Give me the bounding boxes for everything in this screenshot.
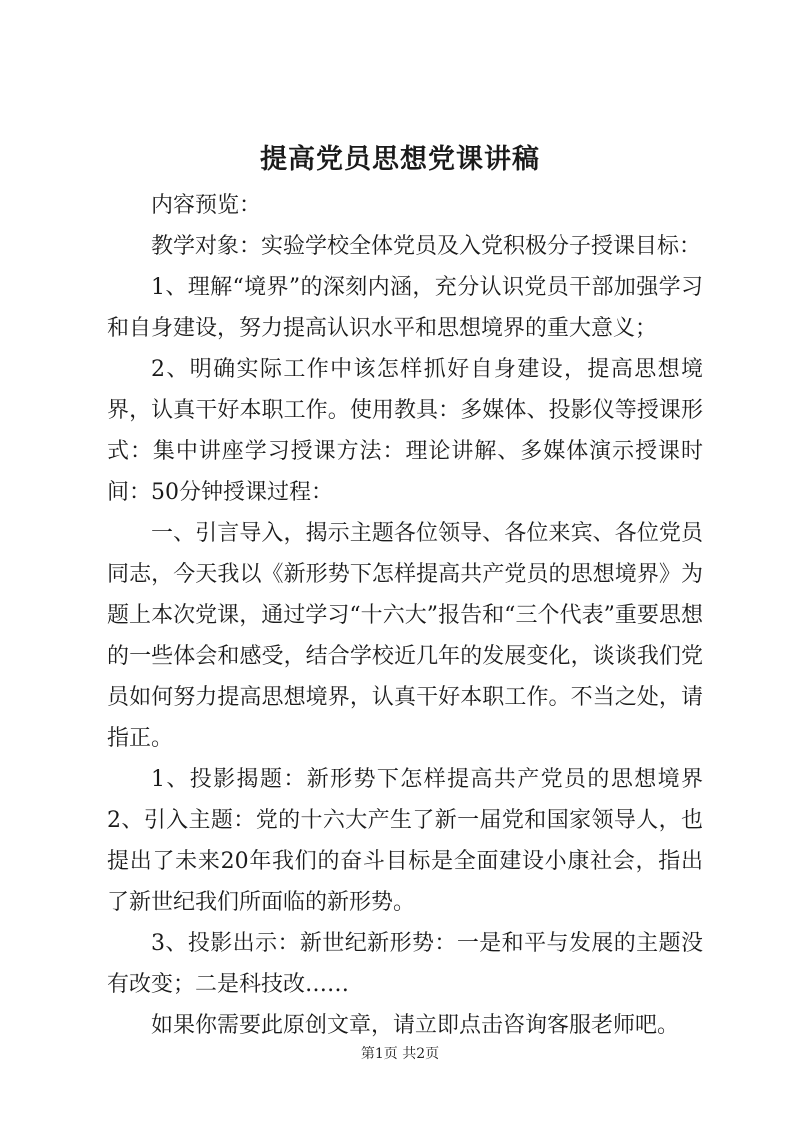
- paragraph-projection-show: 3、投影出示：新世纪新形势：一是和平与发展的主题没有改变；二是科技改……: [107, 931, 703, 997]
- paragraph-teaching-target: 教学对象：实验学校全体党员及入党积极分子授课目标：: [151, 234, 702, 259]
- paragraph-introduction: 一、引言导入，揭示主题各位领导、各位来宾、各位党员同志，今天我以《新形势下怎样提高共产党员的思想境界》为题上本次党课，通过学习“十六大”报告和“三个代表”重要思想的一些体会和感受，结合学校近几年的发展变化，谈谈我们党员如何努力提高思想境界，认真干好本职工作。不当之处，请指正。: [107, 521, 703, 751]
- document-title: 提高党员思想党课讲稿: [260, 144, 540, 175]
- page-number-footer: 第1页 共2页: [360, 1046, 440, 1062]
- paragraph-preview-label: 内容预览：: [151, 193, 262, 218]
- document-body: [107, 185, 703, 1046]
- paragraph-goal-1: 1、理解“境界”的深刻内涵，充分认识党员干部加强学习和自身建设，努力提高认识水平和思想境界的重大意义；: [107, 275, 703, 341]
- paragraph-contact-notice: 如果你需要此原创文章，请立即点击咨询客服老师吧。: [151, 1013, 680, 1038]
- paragraph-goal-2: 2、明确实际工作中该怎样抓好自身建设，提高思想境界，认真干好本职工作。使用教具：多媒体、投影仪等授课形式：集中讲座学习授课方法：理论讲解、多媒体演示授课时间：50分钟授课过程：: [107, 357, 703, 505]
- paragraph-projection-topic: 1、投影揭题：新形势下怎样提高共产党员的思想境界2、引入主题：党的十六大产生了新一届党和国家领导人，也提出了未来20年我们的奋斗目标是全面建设小康社会，指出了新世纪我们所面临的新形势。: [107, 767, 703, 915]
